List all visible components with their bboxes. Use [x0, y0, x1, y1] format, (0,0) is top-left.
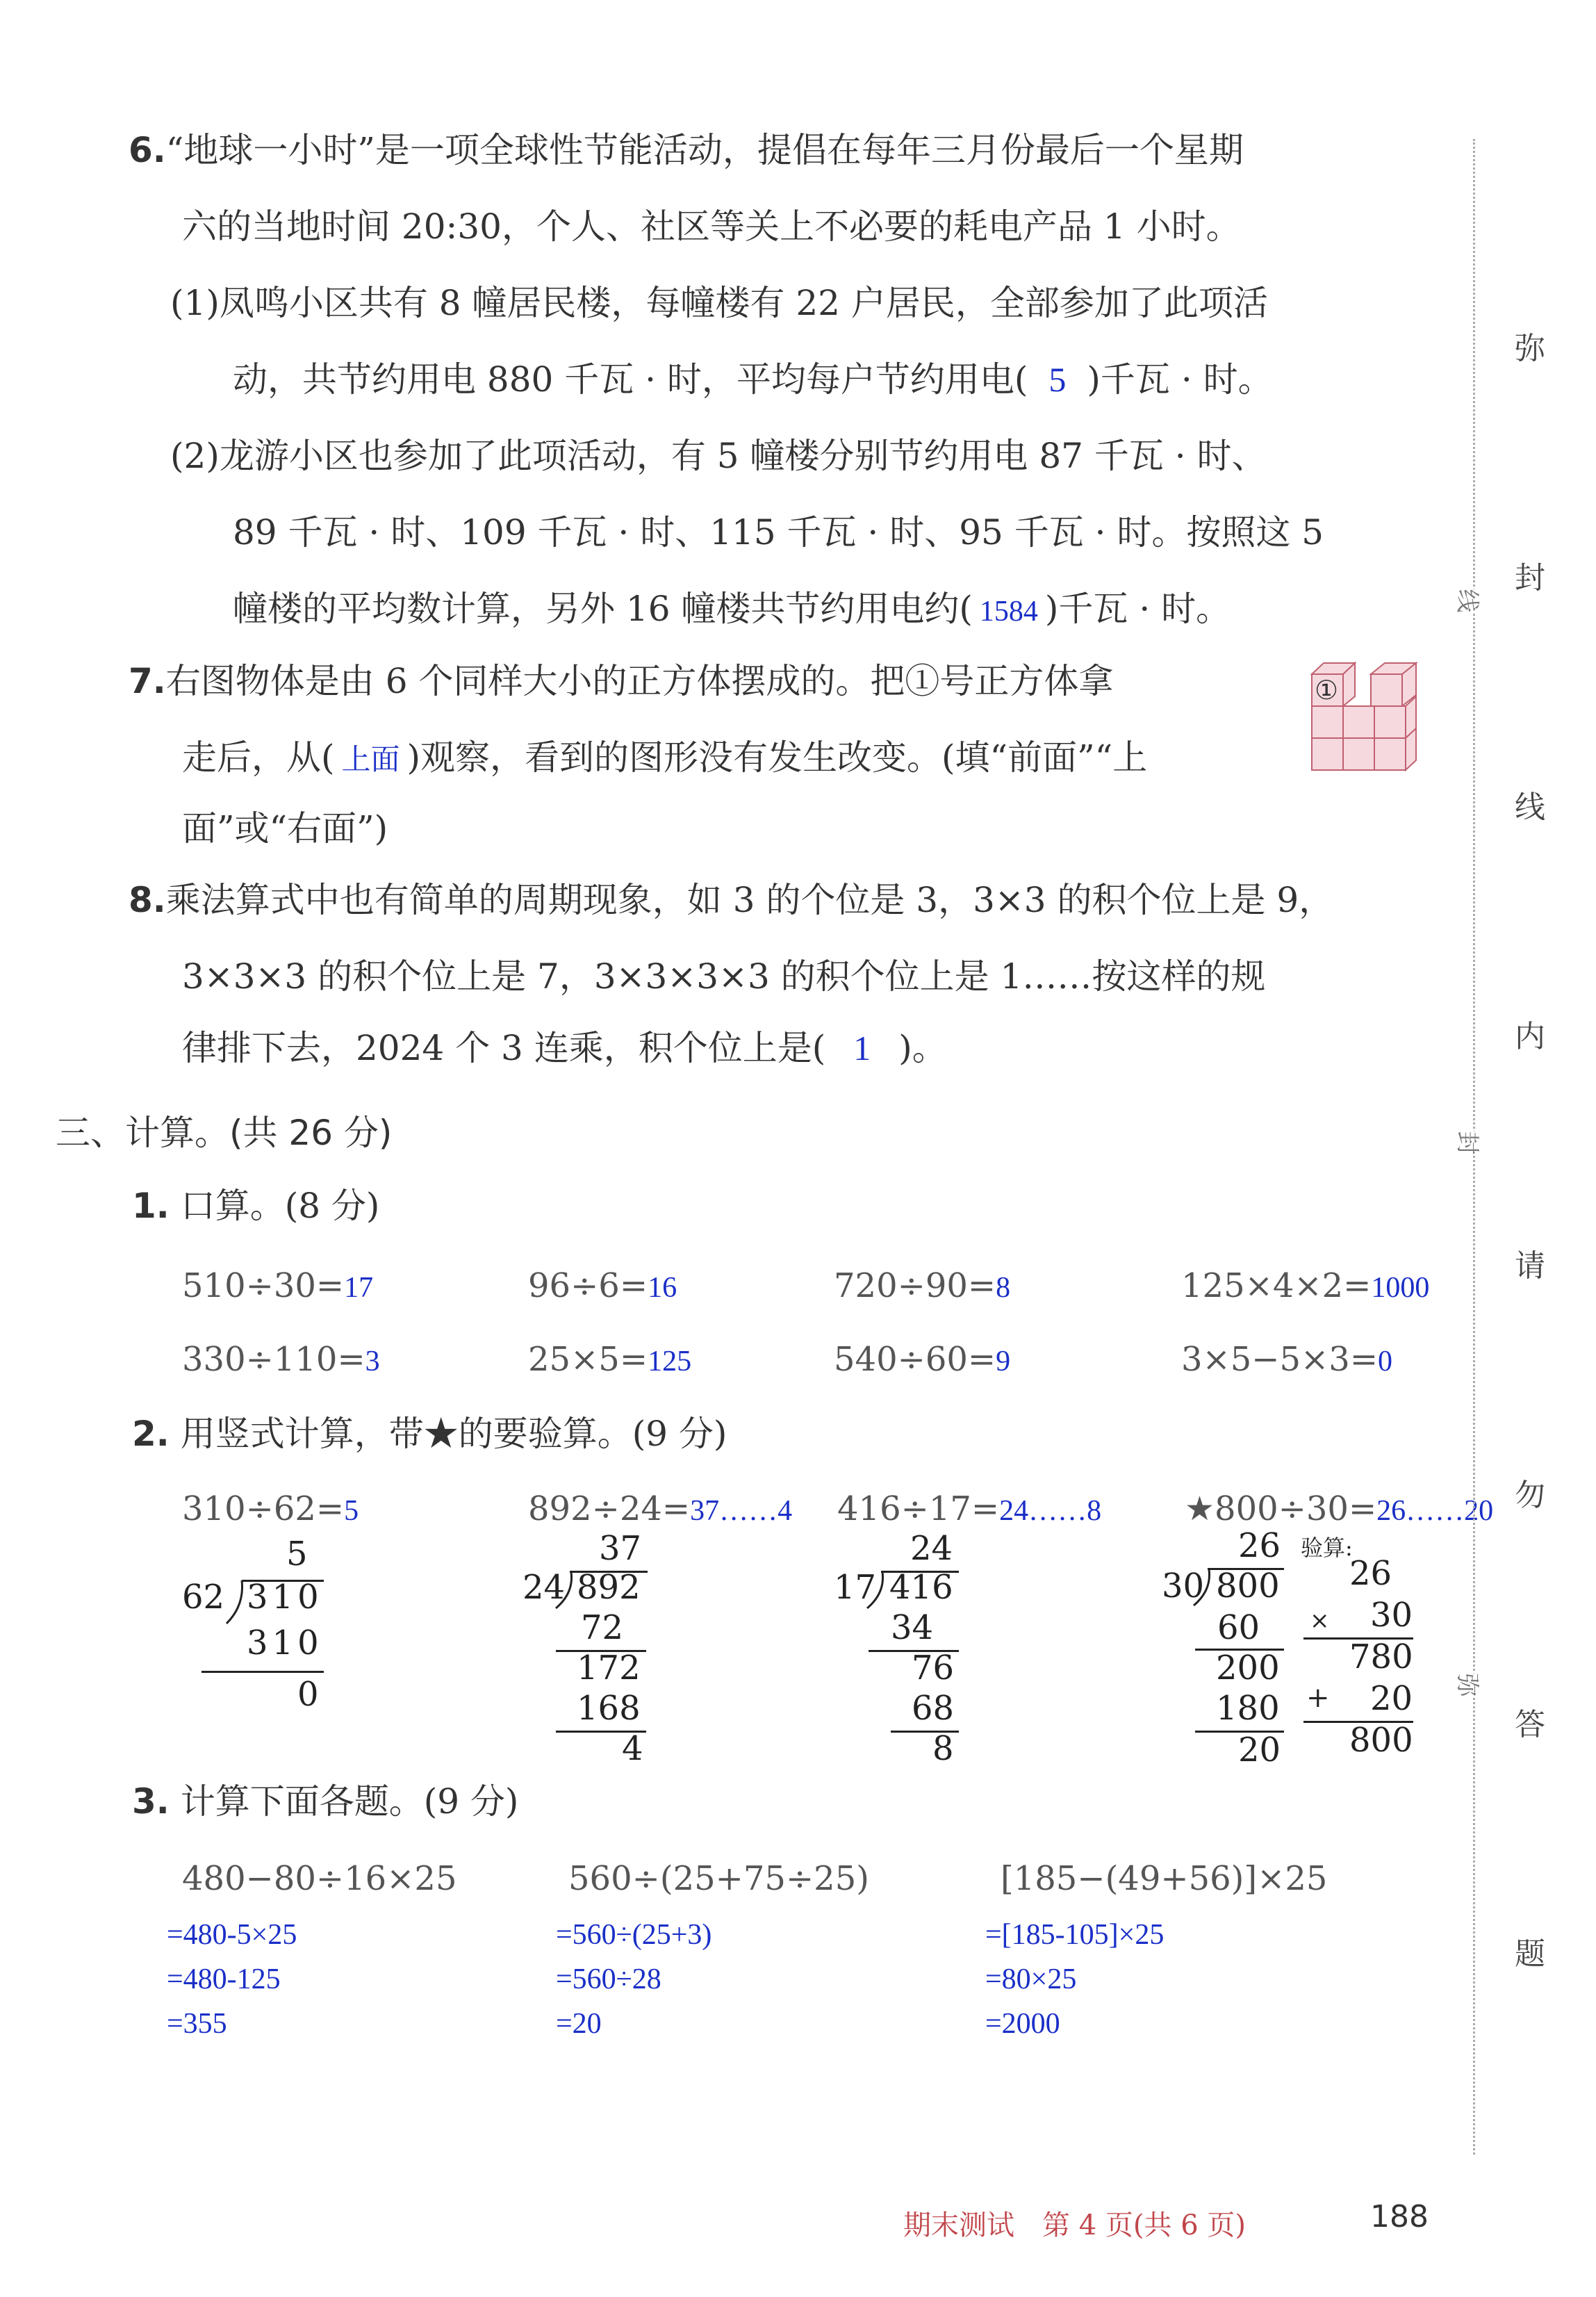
div4-sub1: 60 [1217, 1608, 1260, 1647]
vertical-answer: 24……8 [999, 1495, 1102, 1527]
q6-number: 6. [129, 130, 166, 170]
q6-text-2: 六的当地时间 20:30，个人、社区等关上不必要的耗电产品 1 小时。 [182, 206, 1241, 247]
problem-expr: 560÷(25+75÷25) [568, 1859, 869, 1898]
margin-char: 弥 [1515, 331, 1545, 366]
problem-step: =560÷28 [556, 1963, 661, 1995]
div3-sub2: 68 [912, 1689, 955, 1728]
q6-part2-text: 幢楼的平均数计算，另外 16 幢楼共节约用电约( [233, 589, 973, 629]
q7-text-2b: )观察，看到的图形没有发生改变。(填“前面”“上 [406, 737, 1148, 778]
div1-quotient: 5 [286, 1535, 308, 1573]
check-result: 800 [1349, 1721, 1413, 1760]
problem-step: =480-125 [167, 1963, 281, 1995]
div4-mid: 200 [1216, 1649, 1280, 1687]
oral-answer: 9 [996, 1346, 1011, 1378]
div1-line [201, 1671, 324, 1673]
check-plus: + [1306, 1682, 1330, 1714]
div4-divisor: 30 [1162, 1567, 1205, 1605]
vertical-answer: 37……4 [690, 1495, 793, 1527]
margin-char: 请 [1515, 1248, 1545, 1284]
oral-expr: 125×4×2= [1181, 1266, 1372, 1305]
vertical-expr [837, 1489, 1101, 1528]
q6-text-1: “地球一小时”是一项全球性节能活动，提倡在每年三月份最后一个星期 [165, 130, 1244, 170]
q7-text-3: 面”或“右面”) [182, 808, 388, 849]
div3-mid: 76 [912, 1649, 955, 1687]
section3-title: 三、计算。(共 26 分) [56, 1113, 393, 1153]
vertical-answer: 5 [344, 1495, 359, 1527]
oral-item [834, 1340, 1010, 1379]
problem-step: =480-5×25 [167, 1919, 297, 1951]
q7-answer: 上面 [341, 744, 400, 776]
oral-expr: 96÷6= [528, 1266, 648, 1305]
q8-text-3b: )。 [898, 1028, 947, 1068]
q8-answer: 1 [853, 1029, 871, 1068]
div4-quotient: 26 [1238, 1526, 1281, 1565]
div1-divisor: 62 [182, 1578, 225, 1617]
div3-quotient: 24 [910, 1529, 953, 1568]
q6-part1-line2 [233, 359, 1273, 400]
margin-char: 答 [1515, 1707, 1545, 1742]
q7-text-1: 右图物体是由 6 个同样大小的正方体摆成的。把①号正方体拿 [165, 661, 1114, 701]
footer-label: 期末测试 第 4 页(共 6 页) [903, 2209, 1246, 2241]
div4-sub2: 180 [1216, 1689, 1280, 1728]
oral-expr: 540÷60= [834, 1340, 996, 1379]
q6-part1-line1: (1)凤鸣小区共有 8 幢居民楼，每幢楼有 22 户居民，全部参加了此项活 [170, 283, 1268, 323]
q8-line1 [129, 879, 1333, 921]
oral-answer: 3 [365, 1346, 380, 1378]
div2-mid: 172 [577, 1649, 641, 1687]
s1-number: 1. [132, 1186, 170, 1226]
binding-mark: 封 [1453, 1131, 1487, 1155]
q6-part2-answer: 1584 [979, 596, 1038, 628]
q6-line1 [129, 129, 1244, 171]
cube-label: ① [1315, 675, 1339, 705]
q8-number: 8. [129, 880, 166, 920]
div4-dividend: 800 [1216, 1567, 1280, 1605]
div3-remainder: 8 [932, 1729, 954, 1768]
page-number: 188 [1370, 2199, 1429, 2234]
div1-bracket [224, 1578, 245, 1626]
oral-item [182, 1266, 373, 1305]
binding-mark: 弥 [1453, 1674, 1487, 1697]
q6-part1-text: 动，共节约用电 880 千瓦 · 时，平均每户节约用电( [233, 359, 1028, 400]
q7-text-2a: 走后，从( [182, 737, 335, 778]
oral-answer: 0 [1378, 1346, 1393, 1378]
oral-expr: 330÷110= [182, 1340, 365, 1379]
margin-char: 题 [1515, 1936, 1545, 1972]
s3-title: 计算下面各题。(9 分) [180, 1781, 519, 1822]
s2-heading [132, 1413, 727, 1455]
check-product: 780 [1349, 1637, 1413, 1676]
s2-number: 2. [132, 1414, 170, 1454]
margin-char: 内 [1515, 1019, 1545, 1054]
vertical-expr [182, 1489, 359, 1528]
div3-dividend: 416 [889, 1568, 953, 1607]
div3-sub1: 34 [891, 1608, 934, 1647]
problem-step: =80×25 [985, 1963, 1077, 1995]
binding-mark: 线 [1453, 589, 1487, 613]
div2-divisor: 24 [523, 1568, 566, 1607]
vertical-expr-text: 892÷24= [528, 1489, 691, 1528]
oral-answer: 1000 [1371, 1272, 1430, 1304]
problem-expr: 480−80÷16×25 [182, 1859, 457, 1898]
div2-remainder: 4 [622, 1729, 643, 1768]
oral-expr: 720÷90= [834, 1266, 996, 1305]
s3-number: 3. [132, 1781, 170, 1822]
problem-expr: [185−(49+56)]×25 [1001, 1859, 1328, 1898]
oral-expr: 510÷30= [182, 1266, 345, 1305]
margin-char: 勿 [1515, 1478, 1545, 1513]
q6-part2-line2: 89 千瓦 · 时、109 千瓦 · 时、115 千瓦 · 时、95 千瓦 · 时。按照这 5 [233, 512, 1324, 553]
margin-char: 线 [1515, 790, 1545, 825]
div4-remainder: 20 [1238, 1731, 1281, 1769]
div2-sub1: 72 [581, 1608, 624, 1647]
oral-item [528, 1340, 691, 1379]
problem-step: =560÷(25+3) [556, 1919, 712, 1951]
s1-heading [132, 1185, 379, 1227]
div3-bracket [864, 1569, 885, 1611]
q7-number: 7. [129, 661, 166, 701]
cube-figure [1305, 653, 1437, 778]
q6-part2-unit: )千瓦 · 时。 [1044, 589, 1231, 629]
check-remainder: 20 [1370, 1679, 1413, 1718]
div1-subtract: 310 [247, 1624, 323, 1662]
problem-step: =2000 [985, 2008, 1060, 2040]
q7-line2 [182, 737, 1147, 781]
s1-title: 口算。(8 分) [180, 1186, 380, 1226]
q6-part2-line1: (2)龙游小区也参加了此项活动，有 5 幢楼分别节约用电 87 千瓦 · 时、 [170, 436, 1267, 476]
oral-expr: 3×5−5×3= [1181, 1340, 1379, 1379]
vertical-expr-text: 416÷17= [837, 1489, 1000, 1528]
oral-item [1181, 1266, 1429, 1305]
div1-dividend: 310 [247, 1578, 323, 1617]
problem-step: =355 [167, 2008, 227, 2040]
oral-item [1181, 1340, 1392, 1379]
q6-part1-answer: 5 [1048, 360, 1067, 399]
oral-item [528, 1266, 677, 1305]
q6-part2-line3 [233, 588, 1231, 632]
q8-text-1: 乘法算式中也有简单的周期现象，如 3 的个位是 3，3×3 的积个位上是 9， [165, 880, 1334, 920]
problem-step: =20 [556, 2008, 602, 2040]
oral-item [182, 1340, 380, 1379]
q8-text-2: 3×3×3 的积个位上是 7，3×3×3×3 的积个位上是 1……按这样的规 [182, 956, 1266, 997]
vertical-expr [528, 1489, 792, 1528]
s2-title: 用竖式计算，带★的要验算。(9 分) [180, 1414, 727, 1454]
div3-divisor: 17 [834, 1568, 877, 1607]
oral-answer: 16 [648, 1272, 677, 1304]
oral-expr: 25×5= [528, 1340, 648, 1379]
vertical-expr-text: 310÷62= [182, 1489, 345, 1528]
q6-part1-unit: )千瓦 · 时。 [1087, 359, 1273, 400]
oral-answer: 125 [648, 1346, 692, 1378]
div2-quotient: 37 [599, 1529, 642, 1568]
oral-answer: 17 [344, 1272, 374, 1304]
oral-item [834, 1266, 1010, 1305]
div1-remainder: 0 [297, 1675, 319, 1714]
q7-line1 [129, 660, 1113, 702]
vertical-expr-text: ★800÷30= [1185, 1489, 1377, 1528]
q8-text-3a: 律排下去，2024 个 3 连乘，积个位上是( [182, 1028, 826, 1068]
div2-sub2: 168 [577, 1689, 641, 1728]
div2-bracket [553, 1569, 574, 1611]
q8-line3 [182, 1027, 947, 1069]
vertical-answer: 26……20 [1376, 1495, 1494, 1527]
check-times: × [1310, 1607, 1330, 1635]
check-label: 验算: [1301, 1535, 1353, 1561]
problem-step: =[185-105]×25 [985, 1919, 1165, 1951]
div2-dividend: 892 [577, 1568, 641, 1607]
vertical-expr [1185, 1489, 1493, 1528]
div4-bracket [1191, 1567, 1212, 1608]
margin-char: 封 [1515, 560, 1545, 596]
check-factor-b: 30 [1370, 1596, 1413, 1635]
oral-answer: 8 [996, 1272, 1011, 1304]
check-factor-a: 26 [1349, 1554, 1392, 1593]
s3-heading [132, 1781, 518, 1822]
